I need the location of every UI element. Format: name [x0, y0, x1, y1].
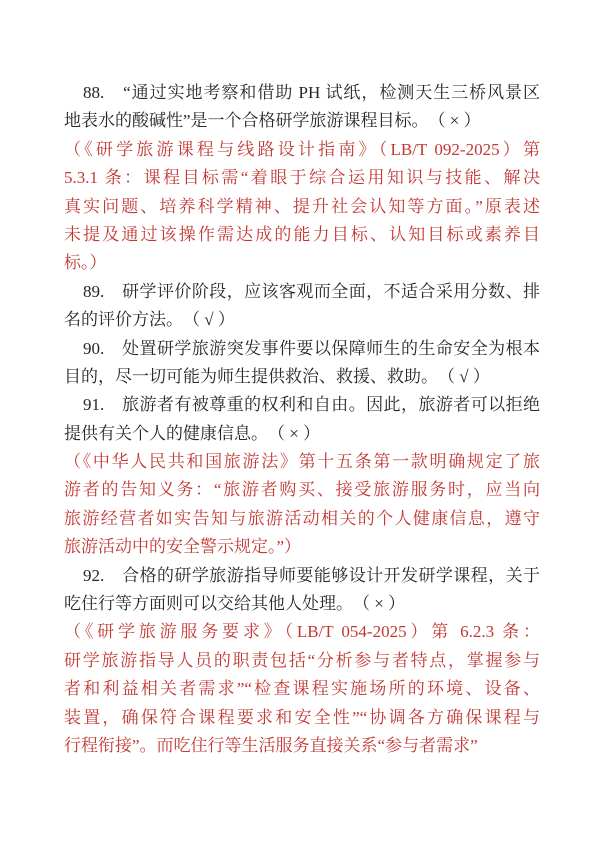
- question-90-answer-line: 目的，尽一切可能为师生提供救治、救援、救助。 （ √ ）: [64, 366, 490, 386]
- annotation-91-end-line: 旅游活动中的安全警示规定。”）: [64, 537, 302, 557]
- annotation-88-end-line: 标。）: [64, 253, 107, 273]
- annotation-92-line: （《研学旅游服务要求》（LB/T 054-2025）第 6.2.3 条：: [64, 622, 540, 642]
- question-88-line: 88. “通过实地考察和借助 PH 试纸，检测天生三桥风景区: [83, 83, 540, 102]
- annotation-91-line: （《中华人民共和国旅游法》第十五条第一款明确规定了旅: [64, 452, 540, 472]
- annotation-92-line: 者和利益相关者需求”“检查课程实施场所的环境、设备、: [64, 679, 540, 699]
- annotation-88-line: 真实问题、培养科学精神、提升社会认知等方面。”原表述: [64, 196, 540, 216]
- annotation-92-line: 研学旅游指导人员的职责包括“分析参与者特点，掌握参与: [64, 650, 540, 670]
- annotation-92-end-line: 行程衔接”。而吃住行等生活服务直接关系“参与者需求”: [64, 735, 478, 755]
- question-91-line: 91. 旅游者有被尊重的权利和自由。因此，旅游者可以拒绝: [83, 395, 540, 415]
- question-92-line: 92. 合格的研学旅游指导师要能够设计开发研学课程，关于: [83, 565, 540, 585]
- question-89-answer-line: 名的评价方法。 （ √ ）: [64, 310, 235, 330]
- annotation-92-line: 装置，确保符合课程要求和安全性”“协调各方确保课程与: [64, 707, 540, 727]
- annotation-88-line: 未提及通过该操作需达成的能力目标、认知目标或素养目: [64, 224, 540, 244]
- question-92-answer-line: 吃住行等方面则可以交给其他人处理。 （ × ）: [64, 594, 406, 614]
- question-90-line: 90. 处置研学旅游突发事件要以保障师生的生命安全为根本: [83, 338, 540, 358]
- question-88-answer-line: 地表水的酸碱性”是一个合格研学旅游课程目标。 （ × ）: [64, 111, 481, 131]
- annotation-91-line: 旅游经营者如实告知与旅游活动相关的个人健康信息，遵守: [64, 508, 540, 528]
- annotation-88-line: 5.3.1 条：课程目标需“着眼于综合运用知识与技能、解决: [64, 168, 540, 188]
- question-89-line: 89. 研学评价阶段，应该客观而全面，不适合采用分数、排: [83, 281, 540, 301]
- question-91-answer-line: 提供有关个人的健康信息。 （ × ）: [64, 423, 321, 443]
- annotation-91-line: 游者的告知义务：“旅游者购买、接受旅游服务时，应当向: [64, 480, 540, 500]
- annotation-88-line: （《研学旅游课程与线路设计指南》（LB/T 092-2025）第: [64, 139, 540, 159]
